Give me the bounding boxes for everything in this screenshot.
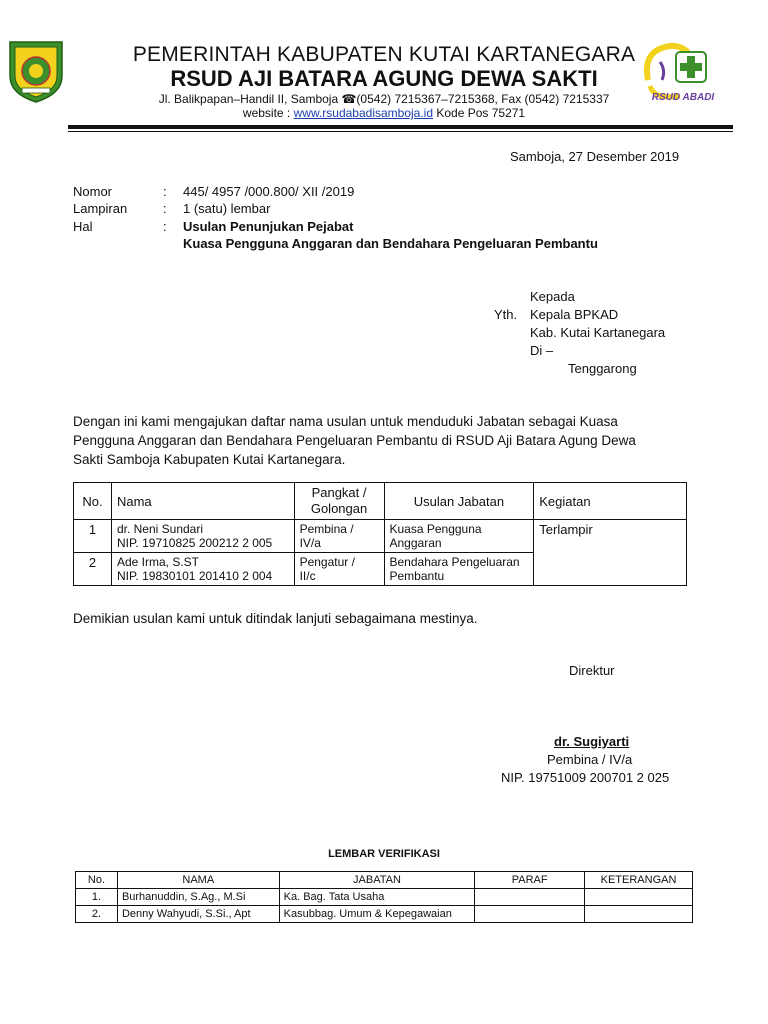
recipient-line4: Tenggarong xyxy=(568,361,637,376)
body-paragraph-line1: Dengan ini kami mengajukan daftar nama usulan untuk menduduki Jabatan sebagai Kuasa xyxy=(73,414,618,429)
signature-nip: NIP. 19751009 200701 2 025 xyxy=(501,770,670,785)
row-jabatan-cell xyxy=(384,553,534,586)
letter-date: Samboja, 27 Desember 2019 xyxy=(510,149,680,164)
verif-nama: Denny Wahyudi, S.Si., Apt xyxy=(117,906,279,923)
verif-no: 2. xyxy=(76,906,118,923)
letterhead-website-line xyxy=(0,106,768,120)
signature-name: dr. Sugiyarti xyxy=(554,734,630,749)
row-pangkat-cell xyxy=(294,553,384,586)
recipient-yth: Yth. xyxy=(494,307,518,322)
verification-header xyxy=(76,872,693,889)
verification-table xyxy=(75,871,693,923)
table-row xyxy=(74,520,687,553)
row-jabatan-line2: Pembantu xyxy=(389,569,445,583)
nomor-label: Nomor xyxy=(73,184,113,199)
recipient-line1: Kepala BPKAD xyxy=(530,307,619,322)
lampiran-colon: : xyxy=(163,201,167,216)
row-pangkat-line2: II/c xyxy=(299,569,316,583)
row-no: 1 xyxy=(74,520,112,553)
recipient-kepada: Kepada xyxy=(530,289,575,304)
table-row xyxy=(76,889,693,906)
row-nama-cell xyxy=(111,520,294,553)
website-prefix: website : xyxy=(242,106,294,120)
signature-rank: Pembina / IV/a xyxy=(547,752,633,767)
row-pangkat-line1: Pembina / xyxy=(299,522,354,536)
row-pangkat-line2: IV/a xyxy=(299,536,321,550)
verif-paraf xyxy=(475,889,585,906)
body-paragraph-line3: Sakti Samboja Kabupaten Kutai Kartanegara. xyxy=(73,452,346,467)
row-nip: NIP. 19830101 201410 2 004 xyxy=(116,569,273,583)
row-pangkat-line1: Pengatur / xyxy=(299,555,355,569)
row-nama: dr. Neni Sundari xyxy=(116,522,204,536)
verif-jabatan: Ka. Bag. Tata Usaha xyxy=(279,889,475,906)
nominee-table-header xyxy=(74,483,687,520)
row-jabatan-line1: Kuasa Pengguna xyxy=(389,522,482,536)
row-nama: Ade Irma, S.ST xyxy=(116,555,199,569)
lampiran-label: Lampiran xyxy=(73,201,128,216)
verif-header-keterangan: KETERANGAN xyxy=(585,872,693,889)
verif-no: 1. xyxy=(76,889,118,906)
table-row xyxy=(76,906,693,923)
header-kegiatan: Kegiatan xyxy=(534,483,687,520)
recipient-line3: Di – xyxy=(530,343,554,358)
signature-title: Direktur xyxy=(569,663,615,678)
verif-paraf xyxy=(475,906,585,923)
header-nama: Nama xyxy=(111,483,294,520)
logo-right-text: RSUD ABADI xyxy=(651,92,715,103)
nominee-table xyxy=(73,482,687,586)
verif-header-paraf: PARAF xyxy=(475,872,585,889)
hal-label: Hal xyxy=(73,219,93,234)
verif-keterangan xyxy=(585,889,693,906)
closing-sentence: Demikian usulan kami untuk ditindak lanjuti sebagaimana mestinya. xyxy=(73,611,478,626)
lampiran-value: 1 (satu) lembar xyxy=(183,201,271,216)
website-suffix: Kode Pos 75271 xyxy=(433,106,526,120)
nomor-value: 445/ 4957 /000.800/ XII /2019 xyxy=(183,184,355,199)
row-nama-cell xyxy=(111,553,294,586)
letterhead-rule-thin xyxy=(68,131,733,132)
letterhead-hospital-name: RSUD AJI BATARA AGUNG DEWA SAKTI xyxy=(170,66,598,91)
body-paragraph-line2: Pengguna Anggaran dan Bendahara Pengeluaran Pembantu di RSUD Aji Batara Agung Dewa xyxy=(73,433,636,448)
row-jabatan-line1: Bendahara Pengeluaran xyxy=(389,555,520,569)
letterhead-government: PEMERINTAH KABUPATEN KUTAI KARTANEGARA xyxy=(132,43,636,66)
verif-header-no: No. xyxy=(76,872,118,889)
body-paragraph xyxy=(73,412,636,469)
verif-nama: Burhanuddin, S.Ag., M.Si xyxy=(117,889,279,906)
hal-value-line2: Kuasa Pengguna Anggaran dan Bendahara Pengeluaran Pembantu xyxy=(183,236,598,251)
verif-jabatan: Kasubbag. Umum & Kepegawaian xyxy=(279,906,475,923)
verif-header-jabatan: JABATAN xyxy=(279,872,475,889)
row-jabatan-cell xyxy=(384,520,534,553)
hal-value-line1: Usulan Penunjukan Pejabat xyxy=(183,219,354,234)
header-pangkat-line2: Golongan xyxy=(310,501,368,516)
verification-title: LEMBAR VERIFIKASI xyxy=(328,848,440,860)
header-pangkat-line1: Pangkat / xyxy=(311,485,367,500)
hal-colon: : xyxy=(163,219,167,234)
website-link[interactable]: www.rsudabadisamboja.id xyxy=(293,106,434,120)
header-jabatan: Usulan Jabatan xyxy=(384,483,534,520)
verif-keterangan xyxy=(585,906,693,923)
letterhead-address: Jl. Balikpapan–Handil II, Samboja ☎(0542) 7215367–7215368, Fax (0542) 7215337 xyxy=(158,92,610,106)
row-jabatan-line2: Anggaran xyxy=(389,536,442,550)
row-no: 2 xyxy=(74,553,112,586)
verif-header-nama: NAMA xyxy=(117,872,279,889)
row-nip: NIP. 19710825 200212 2 005 xyxy=(116,536,273,550)
header-pangkat xyxy=(294,483,384,520)
nomor-colon: : xyxy=(163,184,167,199)
recipient-line2: Kab. Kutai Kartanegara xyxy=(530,325,666,340)
row-kegiatan: Terlampir xyxy=(534,520,687,586)
row-pangkat-cell xyxy=(294,520,384,553)
letterhead-rule-thick xyxy=(68,125,733,129)
header-no: No. xyxy=(74,483,112,520)
